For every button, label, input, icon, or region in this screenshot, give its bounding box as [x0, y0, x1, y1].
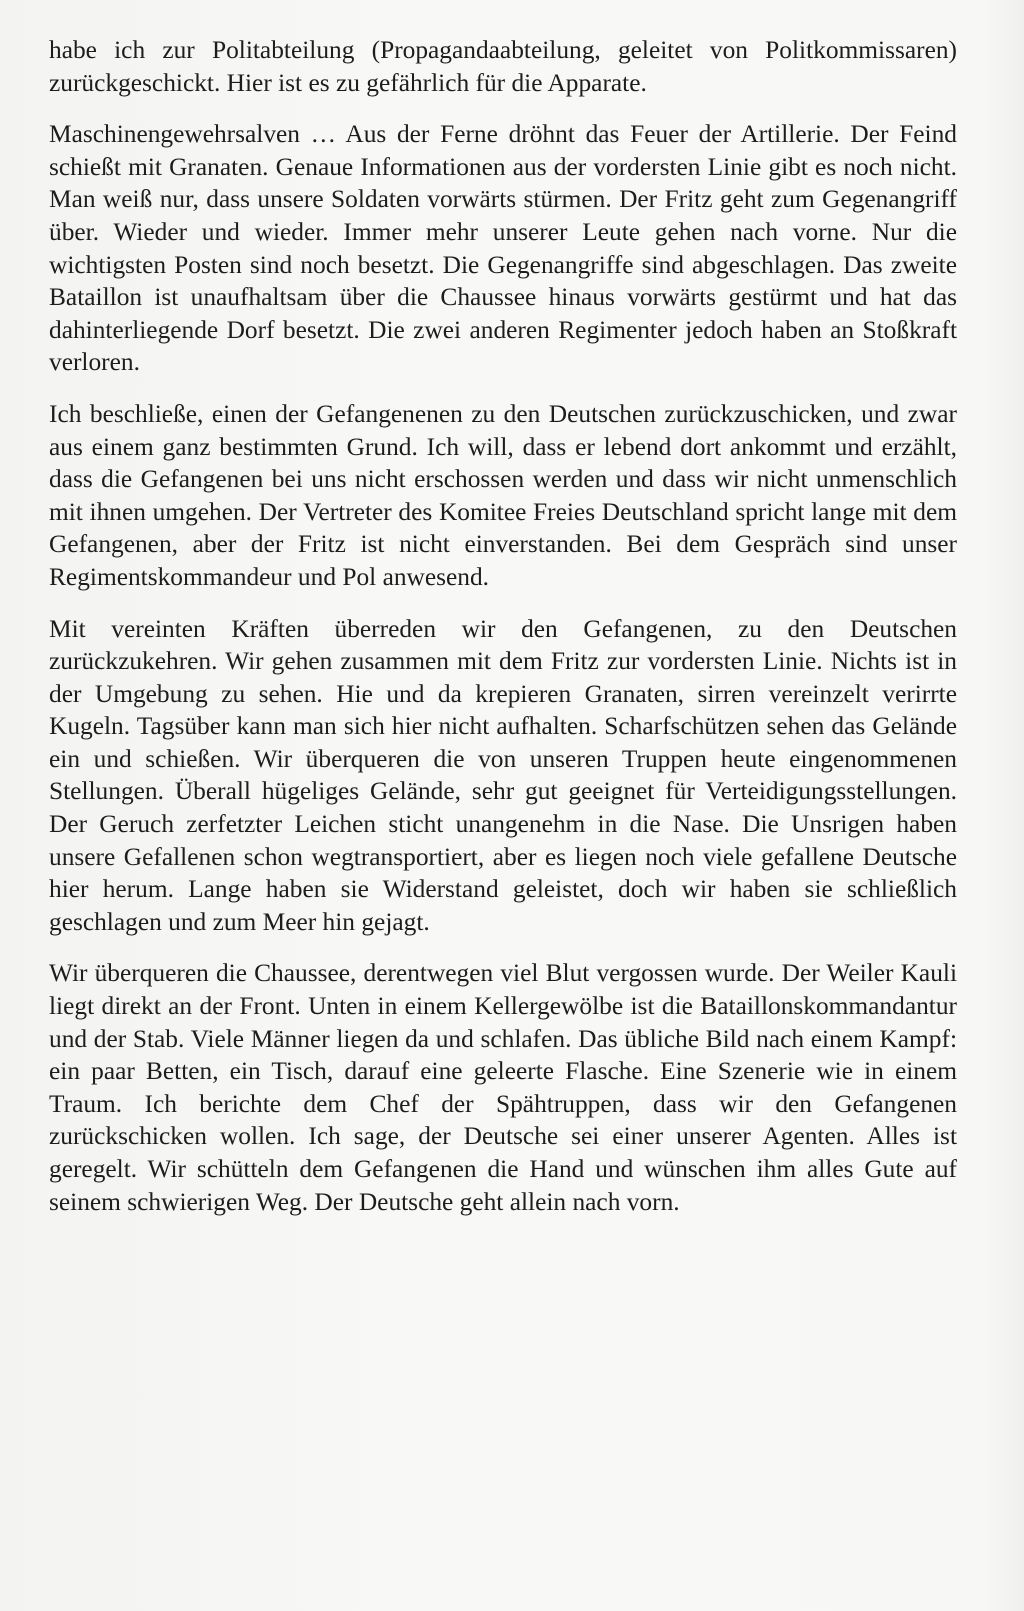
- paragraph-2: Maschinengewehrsalven … Aus der Ferne dröhnt das Feuer der Artillerie. Der Feind schießt mit Granaten. Genaue Informationen aus der vordersten Linie gibt es noch nicht. Man weiß nur, dass unsere Soldaten vorwärts stürmen. Der Fritz geht zum Gegenangriff über. Wieder und wieder. Immer mehr unserer Leute gehen nach vorne. Nur die wichtigsten Posten sind noch besetzt. Die Gegenangriffe sind abgeschlagen. Das zweite Bataillon ist unaufhaltsam über die Chaussee hinaus vorwärts gestürmt und hat das dahinterliegende Dorf besetzt. Die zwei anderen Regimenter jedoch haben an Stoßkraft verloren.: [49, 120, 957, 377]
- paragraph-3: Ich beschließe, einen der Gefangenenen zu den Deutschen zurückzuschicken, und zwar aus einem ganz bestimmten Grund. Ich will, dass er lebend dort ankommt und erzählt, dass die Gefangenen bei uns nicht erschossen werden und dass wir nicht unmenschlich mit ihnen umgehen. Der Vertreter des Komitee Freies Deutschland spricht lange mit dem Gefangenen, aber der Fritz ist nicht einverstanden. Bei dem Gespräch sind unser Regimentskommandeur und Pol anwesend.: [49, 399, 957, 591]
- paragraph-1: habe ich zur Politabteilung (Propagandaabteilung, geleitet von Politkommissaren) zurückgeschickt. Hier ist es zu gefährlich für die Apparate.: [49, 36, 957, 97]
- body-text: [49, 34, 957, 1237]
- paragraph-4: Mit vereinten Kräften überreden wir den Gefangenen, zu den Deutschen zurückzukehren. Wir gehen zusammen mit dem Fritz zur vordersten Linie. Nichts ist in der Umgebung zu sehen. Hie und da krepieren Granaten, sirren vereinzelt verirrte Kugeln. Tagsüber kann man sich hier nicht aufhalten. Scharfschützen sehen das Gelände ein und schießen. Wir überqueren die von unseren Truppen heute eingenommenen Stellungen. Überall hügeliges Gelände, sehr gut geeignet für Verteidigungsstellungen. Der Geruch zerfetzter Leichen sticht unangenehm in die Nase. Die Unsrigen haben unsere Gefallenen schon wegtransportiert, aber es liegen noch viele gefallene Deutsche hier herum. Lange haben sie Widerstand geleistet, doch wir haben sie schließlich geschlagen und zum Meer hin gejagt.: [49, 614, 957, 936]
- paragraph-5: Wir überqueren die Chaussee, derentwegen viel Blut vergossen wurde. Der Weiler Kauli liegt direkt an der Front. Unten in einem Kellergewölbe ist die Bataillonskommandantur und der Stab. Viele Männer liegen da und schlafen. Das übliche Bild nach einem Kampf: ein paar Betten, ein Tisch, darauf eine geleerte Flasche. Eine Szenerie wie in einem Traum. Ich berichte dem Chef der Spähtruppen, dass wir den Gefangenen zurückschicken wollen. Ich sage, der Deutsche sei einer unserer Agenten. Alles ist geregelt. Wir schütteln dem Gefangenen die Hand und wünschen ihm alles Gute auf seinem schwierigen Weg. Der Deutsche geht allein nach vorn.: [49, 959, 957, 1216]
